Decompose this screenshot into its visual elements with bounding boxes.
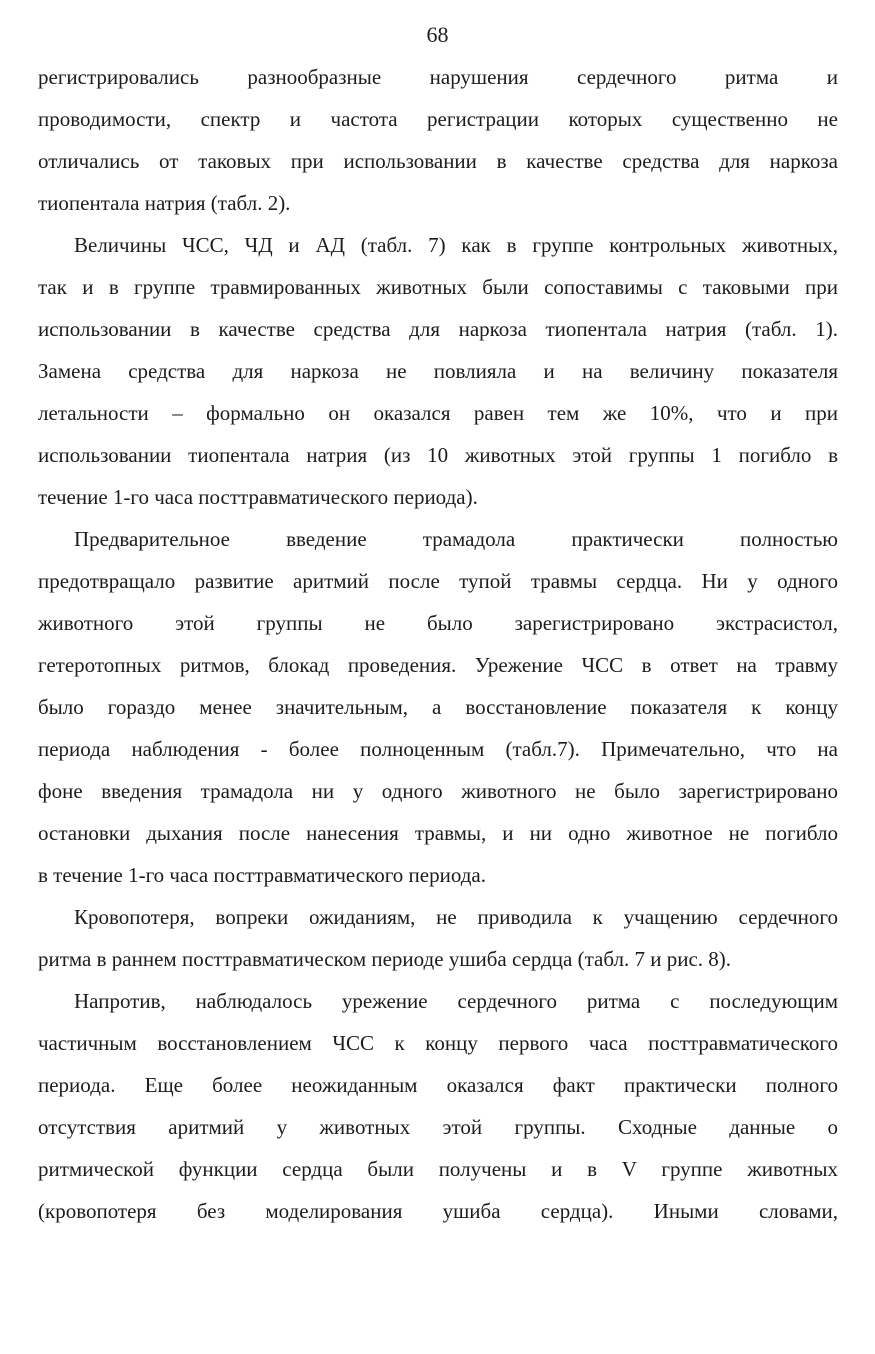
text-line: течение 1-го часа посттравматического периода). xyxy=(38,485,478,509)
text-line: остановки дыхания после нанесения травмы, и ни одно животное не погибло xyxy=(38,821,838,845)
text-line: ритма в раннем посттравматическом периоде ушиба сердца (табл. 7 и рис. 8). xyxy=(38,947,732,971)
page-number: 68 xyxy=(426,22,449,47)
text-line: летальности – формально он оказался равен тем же 10%, что и при xyxy=(38,401,838,425)
text-line: (кровопотеря без моделирования ушиба сердца). Иными словами, xyxy=(38,1199,838,1223)
text-line: Напротив, наблюдалось урежение сердечного ритма с последующим xyxy=(74,989,838,1013)
text-line: животного этой группы не было зарегистрировано экстрасистол, xyxy=(38,611,838,635)
text-line: гетеротопных ритмов, блокад проведения. Урежение ЧСС в ответ на травму xyxy=(38,653,838,677)
text-line: проводимости, спектр и частота регистрации которых существенно не xyxy=(38,107,838,131)
text-line: предотвращало развитие аритмий после тупой травмы сердца. Ни у одного xyxy=(38,569,838,593)
text-line: фоне введения трамадола ни у одного животного не было зарегистрировано xyxy=(38,779,838,803)
text-line: периода наблюдения - более полноценным (табл.7). Примечательно, что на xyxy=(38,737,838,761)
text-line: периода. Еще более неожиданным оказался факт практически полного xyxy=(38,1073,838,1097)
text-line: отличались от таковых при использовании в качестве средства для наркоза xyxy=(38,149,838,173)
text-line: использовании тиопентала натрия (из 10 животных этой группы 1 погибло в xyxy=(38,443,838,467)
text-line: использовании в качестве средства для наркоза тиопентала натрия (табл. 1). xyxy=(38,317,838,341)
text-line: так и в группе травмированных животных были сопоставимы с таковыми при xyxy=(38,275,838,299)
text-line: частичным восстановлением ЧСС к концу первого часа посттравматического xyxy=(38,1031,838,1055)
text-line: отсутствия аритмий у животных этой группы. Сходные данные о xyxy=(38,1115,838,1139)
text-line: тиопентала натрия (табл. 2). xyxy=(38,191,291,215)
document-body xyxy=(38,56,838,1232)
paragraph-1 xyxy=(38,56,838,224)
text-line: Величины ЧСС, ЧД и АД (табл. 7) как в группе контрольных животных, xyxy=(74,233,838,257)
paragraph-4 xyxy=(38,896,838,980)
text-line: в течение 1-го часа посттравматического периода. xyxy=(38,863,486,887)
paragraph-2 xyxy=(38,224,838,518)
text-line: было гораздо менее значительным, а восстановление показателя к концу xyxy=(38,695,838,719)
text-line: ритмической функции сердца были получены и в V группе животных xyxy=(38,1157,838,1181)
paragraph-5 xyxy=(38,980,838,1232)
text-line: Кровопотеря, вопреки ожиданиям, не приводила к учащению сердечного xyxy=(74,905,838,929)
paragraph-3 xyxy=(38,518,838,896)
text-line: регистрировались разнообразные нарушения сердечного ритма и xyxy=(38,65,838,89)
text-line: Предварительное введение трамадола практически полностью xyxy=(74,527,838,551)
text-line: Замена средства для наркоза не повлияла и на величину показателя xyxy=(38,359,838,383)
